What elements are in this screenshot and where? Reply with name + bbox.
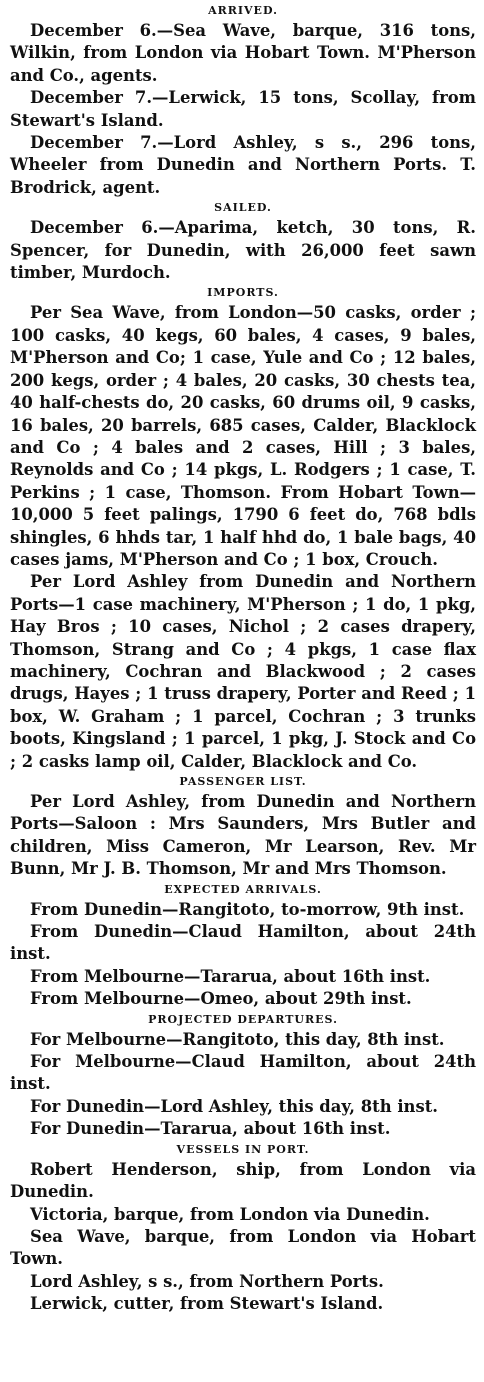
expected-arrival-entry: From Melbourne—Omeo, about 29th inst. <box>30 989 412 1009</box>
arrived-entry: December 6.—Sea Wave, barque, 316 tons, Wilkin, from London via Hobart Town. M'Pherson and Co., agents. <box>10 21 476 85</box>
imports-entry: Per Lord Ashley from Dunedin and Northern Ports—1 case machinery, M'Pherson ; 1 do, 1 pkg, Hay Bros ; 10 cases, Nichol ; 2 cases drapery, Thomson, Strang and Co ; 4 pkgs, 1 case flax machinery, Cochran and Blackwood ; 2 cases drugs, Hayes ; 1 truss drapery, Porter and Reed ; 1 box, W. Graham ; 1 parcel, Cochran ; 3 trunks boots, Kingsland ; 1 parcel, 1 pkg, J. Stock and Co ; 2 casks lamp oil, Calder, Blacklock and Co. <box>10 572 476 771</box>
arrived-section <box>10 4 476 199</box>
vessel-entry: Lerwick, cutter, from Stewart's Island. <box>30 1294 384 1314</box>
vessels-in-port-section <box>10 1143 476 1316</box>
expected-arrival-entry: From Dunedin—Rangitoto, to-morrow, 9th inst. <box>30 899 465 919</box>
section-heading-projected-departures: PROJECTED DEPARTURES. <box>148 1012 338 1026</box>
sailed-entry: December 6.—Aparima, ketch, 30 tons, R. Spencer, for Dunedin, with 26,000 feet sawn timber, Murdoch. <box>10 218 476 283</box>
vessel-entry: Robert Henderson, ship, from London via Dunedin. <box>10 1159 476 1202</box>
projected-departure-entry: For Dunedin—Lord Ashley, this day, 8th inst. <box>30 1096 438 1116</box>
vessel-entry: Sea Wave, barque, from London via Hobart Town. <box>10 1226 476 1269</box>
imports-section <box>10 286 476 773</box>
vessel-entry: Lord Ashley, s s., from Northern Ports. <box>30 1271 384 1291</box>
sailed-section <box>10 201 476 284</box>
expected-arrivals-section <box>10 883 476 1011</box>
imports-entry: Per Sea Wave, from London—50 casks, order ; 100 casks, 40 kegs, 60 bales, 4 cases, 9 bales, M'Pherson and Co; 1 case, Yule and Co ; 12 bales, 200 kegs, order ; 4 bales, 20 casks, 30 chests tea, 40 half-chests do, 20 casks, 60 drums oil, 9 casks, 16 bales, 20 barrels, 685 cases, Calder, Blacklock and Co ; 4 bales and 2 cases, Hill ; 3 bales, Reynolds and Co ; 14 pkgs, L. Rodgers ; 1 case, T. Perkins ; 1 case, Thomson. From Hobart Town—10,000 5 feet palings, 1790 6 feet do, 768 bdls shingles, 6 hhds tar, 1 half hhd do, 1 bale bags, 40 cases jams, M'Pherson and Co ; 1 box, Crouch. <box>10 303 476 569</box>
section-heading-expected-arrivals: EXPECTED ARRIVALS. <box>164 882 322 896</box>
section-heading-arrived: ARRIVED. <box>208 4 278 17</box>
section-heading-passenger-list: PASSENGER LIST. <box>179 775 307 788</box>
section-heading-sailed: SAILED. <box>214 201 272 215</box>
section-heading-vessels-in-port: VESSELS IN PORT. <box>176 1142 310 1156</box>
arrived-entry: December 7.—Lerwick, 15 tons, Scollay, from Stewart's Island. <box>10 88 476 130</box>
expected-arrival-entry: From Melbourne—Tararua, about 16th inst. <box>30 966 431 986</box>
arrived-entry: December 7.—Lord Ashley, s s., 296 tons, Wheeler from Dunedin and Northern Ports. T. Brodrick, agent. <box>10 133 476 197</box>
vessel-entry: Victoria, barque, from London via Dunedin. <box>30 1204 430 1224</box>
projected-departure-entry: For Dunedin—Tararua, about 16th inst. <box>30 1119 391 1139</box>
projected-departure-entry: For Melbourne—Rangitoto, this day, 8th inst. <box>30 1029 445 1049</box>
projected-departure-entry: For Melbourne—Claud Hamilton, about 24th inst. <box>10 1052 476 1094</box>
projected-departures-section <box>10 1013 476 1141</box>
passenger-list-section <box>10 775 476 881</box>
section-heading-imports: IMPORTS. <box>207 286 279 300</box>
expected-arrival-entry: From Dunedin—Claud Hamilton, about 24th inst. <box>10 922 476 964</box>
passenger-entry: Per Lord Ashley, from Dunedin and Northern Ports—Saloon : Mrs Saunders, Mrs Butler and children, Miss Cameron, Mr Learson, Rev. Mr Bunn, Mr J. B. Thomson, Mr and Mrs Thomson. <box>10 792 476 879</box>
